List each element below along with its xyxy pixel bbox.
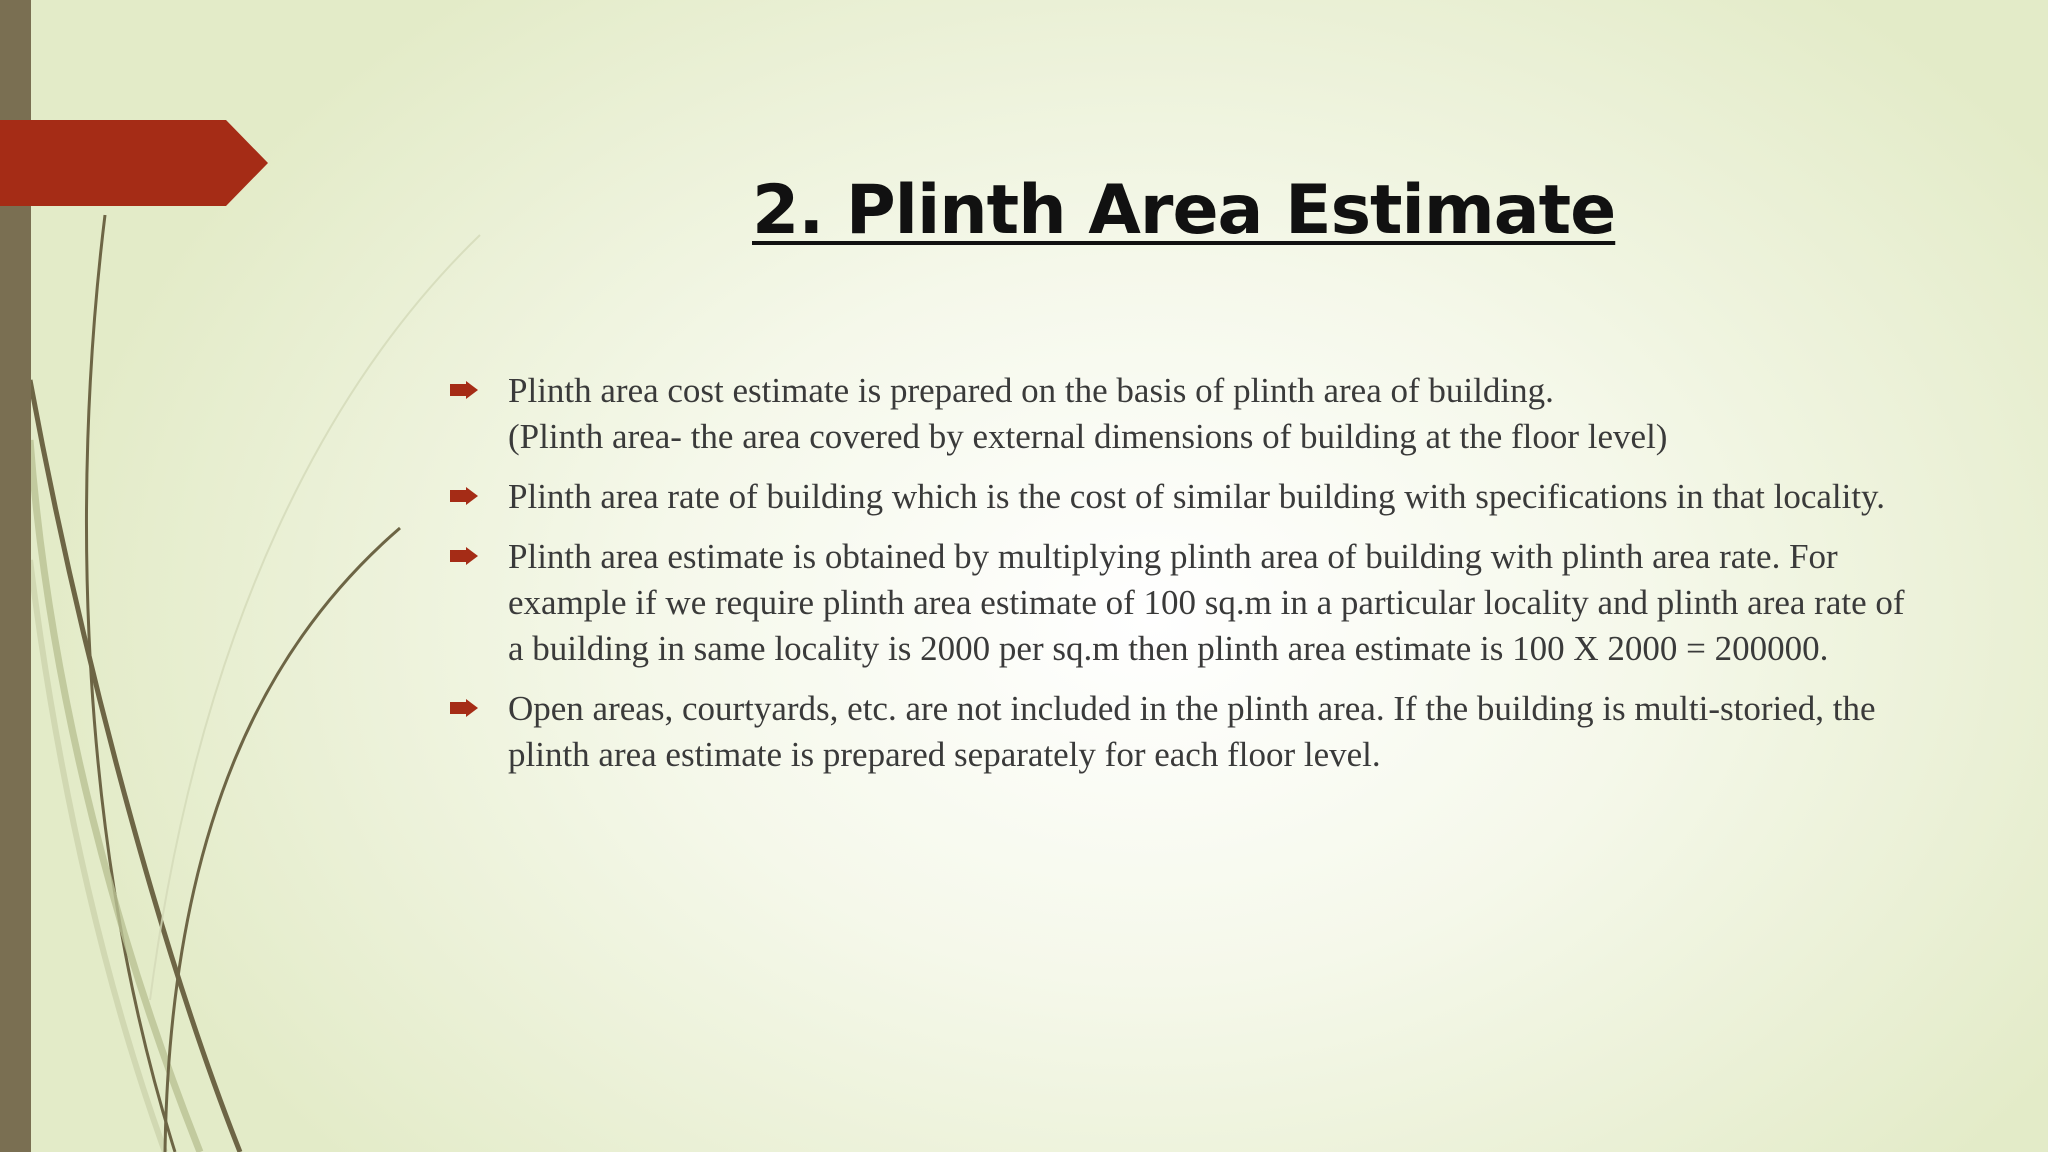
- bullet-text: Plinth area rate of building which is the cost of similar building with specifications in that locality.: [508, 477, 1886, 516]
- arrow-bullet-icon: [450, 547, 478, 565]
- slide-title: 2. Plinth Area Estimate: [752, 171, 1616, 250]
- arrow-bullet-icon: [450, 381, 478, 399]
- bullet-item: [450, 368, 1920, 460]
- bullet-item: [450, 474, 1920, 520]
- bullet-item: [450, 686, 1920, 778]
- arrow-bullet-icon: [450, 487, 478, 505]
- bullet-text: Plinth area cost estimate is prepared on the basis of plinth area of building. (Plinth area- the area covered by external dimensions of building at the floor level): [508, 371, 1668, 456]
- bullet-text: Plinth area estimate is obtained by multiplying plinth area of building with plinth area rate. For example if we require plinth area estimate of 100 sq.m in a particular locality and plinth area rate of a building in same locality is 2000 per sq.m then plinth area estimate is 100 X 2000 = 200000.: [508, 537, 1905, 668]
- bullet-list: [450, 368, 1920, 792]
- bullet-item: [450, 534, 1920, 672]
- bullet-text: Open areas, courtyards, etc. are not included in the plinth area. If the building is multi-storied, the plinth area estimate is prepared separately for each floor level.: [508, 689, 1876, 774]
- arrow-bullet-icon: [450, 699, 478, 717]
- arrow-banner-shape: [0, 120, 268, 206]
